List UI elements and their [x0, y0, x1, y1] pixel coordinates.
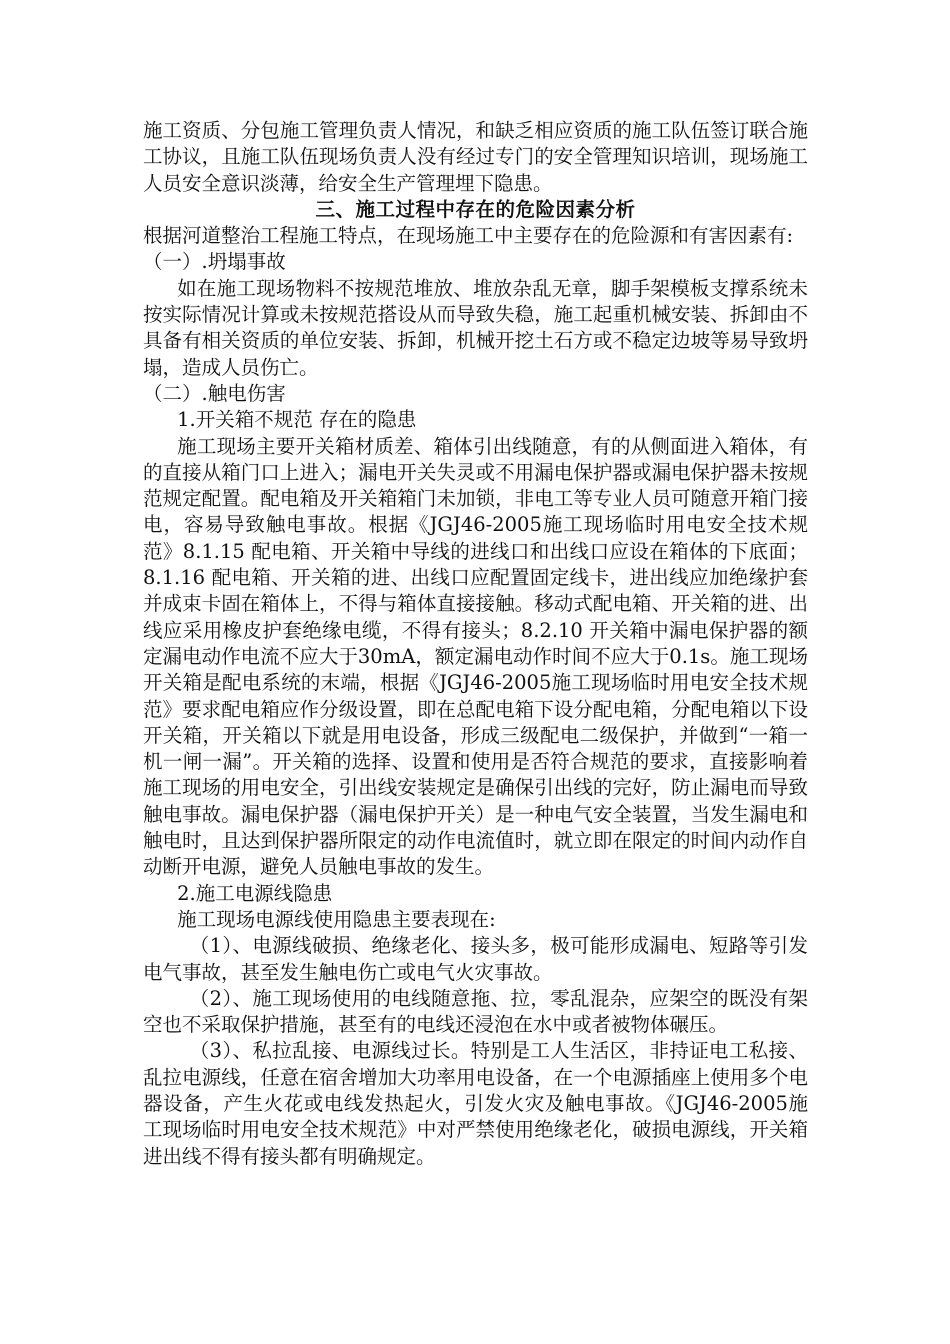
item-text-switchbox: 施工现场主要开关箱材质差、箱体引出线随意，有的从侧面进入箱体，有的直接从箱门口上进入；漏电开关失灵或不用漏电保护器或漏电保护器未按规范规定配置。配电箱及开关箱箱门未加锁，非电工等专业人员可随意开箱门接电，容易导致触电事故。根据《JGJ46-2005施工现场临时用电安全技术规范》8.1.15 配电箱、开关箱中导线的进线口和出线口应设在箱体的下底面；8.1.16 配电箱、开关箱的进、出线口应配置固定线卡，进出线应加绝缘护套并成束卡固在箱体上，不得与箱体直接接触。移动式配电箱、开关箱的进、出线应采用橡皮护套绝缘电缆，不得有接头；8.2.10 开关箱中漏电保护器的额定漏电动作电流不应大于30mA，额定漏电动作时间不应大于0.1s。施工现场开关箱是配电系统的末端，根据《JGJ46-2005施工现场临时用电安全技术规范》要求配电箱应作分级设置，即在总配电箱下设分配电箱，分配电箱以下设开关箱，开关箱以下就是用电设备，形成三级配电二级保护，并做到“一箱一机一闸一漏”。开关箱的选择、设置和使用是否符合规范的要求，直接影响着施工现场的用电安全，引出线安装规定是确保引出线的完好，防止漏电而导致触电事故。漏电保护器（漏电保护开关）是一种电气安全装置，当发生漏电和触电时，且达到保护器所限定的动作电流值时，就立即在限定的时间内动作自动断开电源，避免人员触电事故的发生。: [143, 434, 808, 879]
point-2: （2）、施工现场使用的电线随意拖、拉，零乱混杂，应架空的既没有架空也不采取保护措施，甚至有的电线还浸泡在水中或者被物体碾压。: [143, 986, 808, 1037]
subsection-text-collapse: 如在施工现场物料不按规范堆放、堆放杂乱无章，脚手架模板支撑系统未按实际情况计算或未按规范搭设从而导致失稳，施工起重机械安装、拆卸由不具备有相关资质的单位安装、拆卸，机械开挖土石方或不稳定边坡等易导致坍塌，造成人员伤亡。: [143, 276, 808, 379]
subsection-heading-collapse: （一）.坍塌事故: [143, 250, 286, 274]
subsection-heading-electric: （二）.触电伤害: [143, 381, 286, 405]
point-3: （3）、私拉乱接、电源线过长。特别是工人生活区，非持证电工私接、乱拉电源线，任意在宿舍增加大功率用电设备，在一个电源插座上使用多个电器设备，产生火花或电线发热起火，引发火灾及触电事故。《JGJ46-2005施工现场临时用电安全技术规范》中对严禁使用绝缘老化，破损电源线，开关箱进出线不得有接头都有明确规定。: [143, 1039, 808, 1168]
section-intro: 根据河道整治工程施工特点，在现场施工中主要存在的危险源和有害因素有:: [143, 224, 794, 248]
document-page: [143, 118, 808, 1170]
item-heading-powerline: 2.施工电源线隐患: [177, 881, 333, 905]
section-heading: 三、施工过程中存在的危险因素分析: [315, 197, 636, 221]
item-intro-powerline: 施工现场电源线使用隐患主要表现在:: [177, 907, 496, 931]
intro-paragraph: 施工资质、分包施工管理负责人情况，和缺乏相应资质的施工队伍签订联合施工协议，且施工队伍现场负责人没有经过专门的安全管理知识培训，现场施工人员安全意识淡薄，给安全生产管理埋下隐患。: [143, 119, 808, 195]
item-heading-switchbox: 1.开关箱不规范 存在的隐患: [177, 408, 417, 432]
point-1: （1）、电源线破损、绝缘老化、接头多，极可能形成漏电、短路等引发电气事故，甚至发生触电伤亡或电气火灾事故。: [143, 934, 808, 984]
